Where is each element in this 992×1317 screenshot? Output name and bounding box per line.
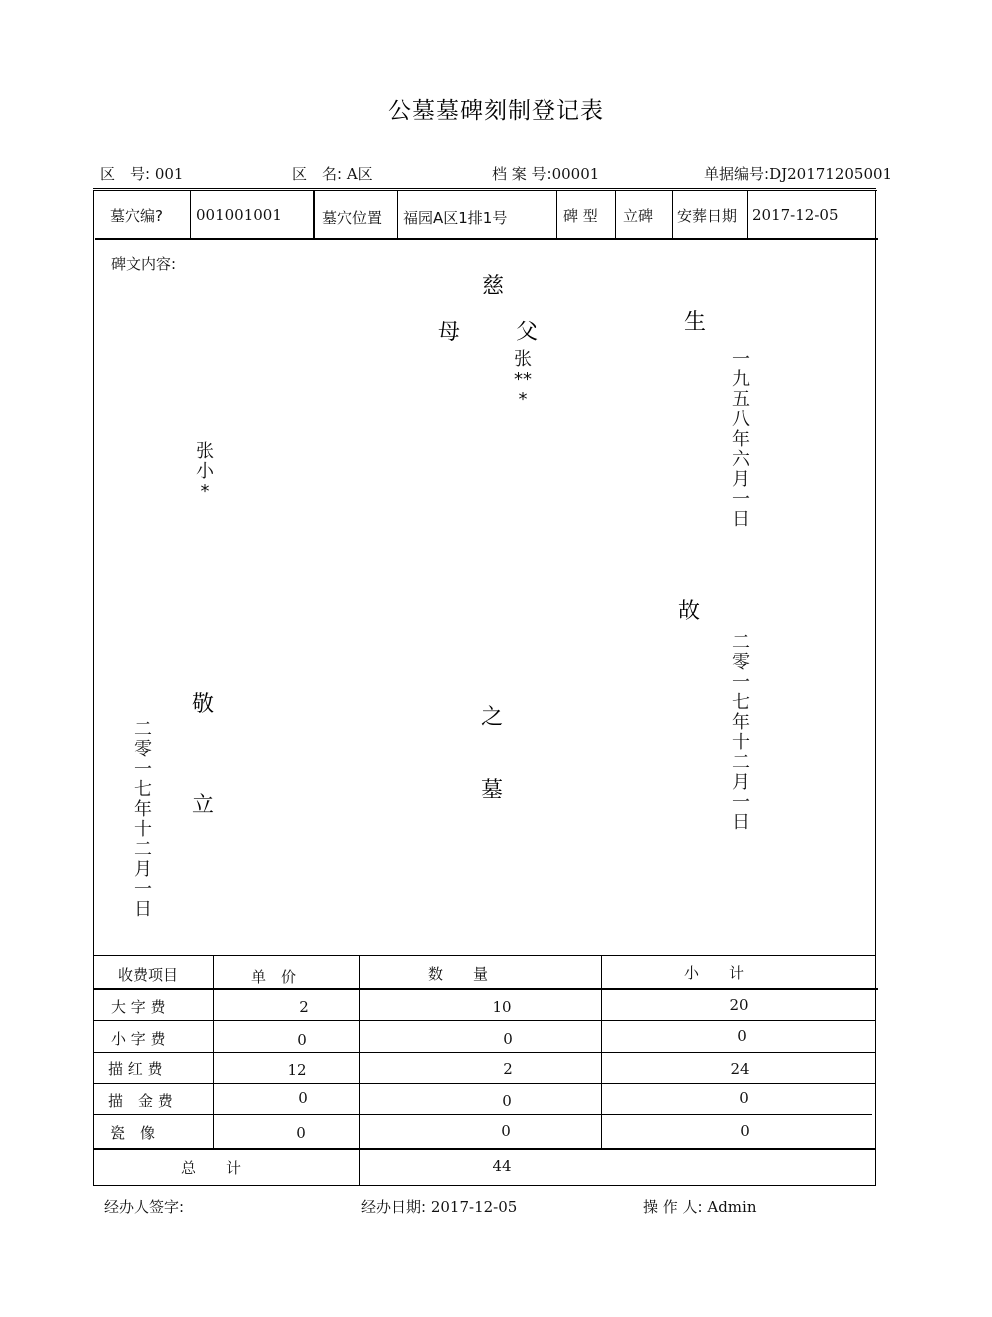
inscription-sheng: 生 (684, 310, 707, 335)
fee-subtotal: 0 (737, 1027, 747, 1045)
fee-price: 12 (287, 1061, 307, 1079)
fee-subtotal: 0 (740, 1122, 750, 1140)
father-name: 张*** (514, 349, 532, 410)
fee-subtotal: 24 (730, 1060, 750, 1078)
inscription-gu: 故 (678, 599, 701, 624)
grave-number-label: 墓穴编? (110, 207, 163, 225)
fee-price: 0 (298, 1089, 308, 1107)
info-divider (397, 191, 398, 238)
archive-number-label: 档 案 号: (492, 165, 552, 183)
birth-date: 一九五八年六月一日 (732, 349, 750, 530)
child-name: 张小* (196, 441, 214, 502)
signer-label: 经办人签字: (104, 1198, 185, 1216)
archive-number-value: 00001 (551, 165, 600, 183)
inscription-li: 立 (192, 793, 215, 818)
info-divider (672, 191, 673, 238)
zone-name-value: A区 (346, 165, 373, 183)
fee-item: 小 字 费 (111, 1030, 166, 1048)
grave-number-value: 001001001 (196, 206, 282, 224)
fee-qty: 0 (503, 1030, 513, 1048)
fee-qty: 2 (503, 1060, 513, 1078)
tombstone-type-value: 立碑 (623, 207, 654, 225)
zone-number (100, 163, 183, 184)
fee-qty: 0 (502, 1092, 512, 1110)
frame-top (93, 190, 877, 191)
frame-right (875, 190, 876, 1186)
fee-price: 0 (297, 1031, 307, 1049)
info-divider (313, 191, 315, 238)
fee-total-value: 44 (492, 1157, 512, 1175)
info-divider (615, 191, 616, 238)
inscription-jing: 敬 (192, 692, 215, 717)
fee-price: 2 (299, 998, 309, 1016)
fee-col-line (601, 955, 602, 1149)
grave-position-label: 墓穴位置 (322, 209, 383, 227)
fee-subtotal: 0 (739, 1089, 749, 1107)
fee-item: 描 红 费 (108, 1060, 163, 1078)
fee-row-line (93, 1114, 872, 1115)
frame-bottom (93, 1185, 876, 1186)
fee-item: 瓷 像 (110, 1124, 156, 1142)
fee-header-price: 单 价 (251, 968, 297, 986)
handling-date-value: 2017-12-05 (430, 1198, 518, 1216)
fee-row-line (93, 1083, 876, 1084)
operator-label: 操 作 人: (643, 1198, 703, 1216)
handling-date-label: 经办日期: (361, 1198, 427, 1216)
fee-header-qty: 数 量 (428, 965, 489, 983)
burial-date-value: 2017-12-05 (752, 206, 839, 224)
death-date: 二零一七年十二月一日 (732, 632, 750, 833)
fee-qty: 0 (501, 1122, 511, 1140)
tombstone-type-label: 碑 型 (563, 207, 598, 225)
info-row-bottom (95, 238, 878, 240)
fee-subtotal: 20 (729, 996, 749, 1014)
header-underline (93, 188, 876, 189)
zone-name (292, 163, 373, 184)
zone-name-label: 区 名: (292, 165, 343, 183)
inscription-mu: 母 (438, 320, 461, 345)
fee-item: 大 字 费 (111, 998, 166, 1016)
info-divider (190, 191, 191, 238)
inscription-label: 碑文内容: (111, 255, 177, 273)
info-divider (556, 191, 557, 238)
fee-qty: 10 (492, 998, 512, 1016)
fee-col-line (213, 955, 214, 1149)
grave-position-value: 福园A区1排1号 (403, 209, 508, 227)
inscription-mu2: 墓 (481, 778, 504, 803)
fee-price: 0 (296, 1124, 306, 1142)
frame-left (93, 190, 94, 1186)
fee-item: 描 金 费 (108, 1092, 173, 1110)
operator (643, 1196, 757, 1217)
fee-row-line (93, 1020, 876, 1021)
fee-table-top (93, 955, 876, 956)
inscription-zhi: 之 (481, 705, 504, 730)
receipt-number-value: DJ20171205001 (769, 165, 893, 183)
fee-row-line (93, 1052, 876, 1053)
zone-number-label: 区 号: (100, 165, 151, 183)
burial-date-label: 安葬日期 (677, 207, 738, 225)
zone-number-value: 001 (154, 165, 184, 183)
inscription-ci: 慈 (482, 274, 505, 299)
erect-date: 二零一七年十二月一日 (134, 719, 152, 920)
fee-total-label: 总 计 (181, 1159, 242, 1177)
fee-row-line (93, 1148, 876, 1150)
fee-header-item: 收费项目 (118, 966, 179, 984)
archive-number (492, 163, 599, 184)
inscription-fu: 父 (516, 320, 539, 345)
fee-header-subtotal: 小 计 (684, 964, 745, 982)
operator-value: Admin (707, 1198, 757, 1216)
page-title: 公墓墓碑刻制登记表 (388, 98, 604, 124)
fee-header-bottom (93, 988, 878, 990)
receipt-number (704, 163, 892, 184)
fee-col-line (359, 955, 360, 1186)
handling-date (361, 1196, 517, 1217)
receipt-number-label: 单据编号: (704, 165, 770, 183)
info-divider (747, 191, 748, 238)
